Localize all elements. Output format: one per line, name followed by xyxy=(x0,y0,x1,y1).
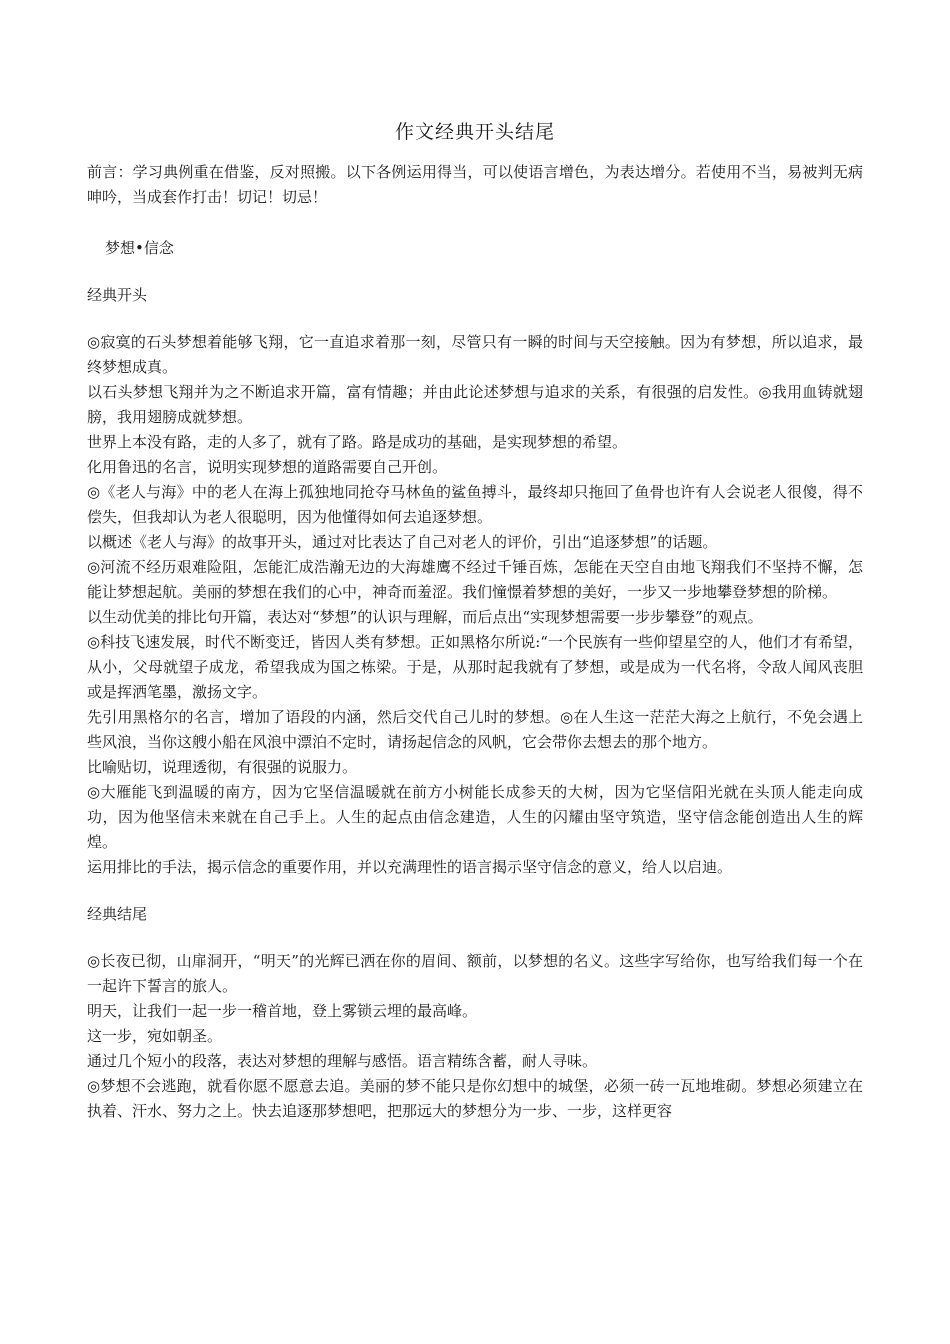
ending-paragraph: 通过几个短小的段落，表达对梦想的理解与感悟。语言精练含蓄，耐人寻味。 xyxy=(87,1052,598,1070)
opening-paragraph: 世界上本没有路，走的人多了，就有了路。路是成功的基础，是实现梦想的希望。 xyxy=(87,433,628,451)
opening-heading: 经典开头 xyxy=(87,286,148,304)
opening-paragraph: 比喻贴切，说理透彻，有很强的说服力。 xyxy=(87,758,358,776)
opening-section xyxy=(87,330,863,880)
opening-paragraph: ◎河流不经历艰难险阻，怎能汇成浩瀚无边的大海雄鹰不经过千锤百炼，怎能在天空自由地飞翔我们不坚持不懈，怎能让梦想起航。美丽的梦想在我们的心中，神奇而羞涩。我们憧憬着梦想的美好，一步又一步地攀登梦想的阶梯。 xyxy=(87,558,863,601)
opening-paragraph: 以石头梦想飞翔并为之不断追求开篇，富有情趣；并由此论述梦想与追求的关系，有很强的启发性。◎我用血铸就翅膀，我用翅膀成就梦想。 xyxy=(87,383,863,426)
ending-paragraph: ◎长夜已彻，山扉洞开，“明天”的光辉已洒在你的眉间、额前，以梦想的名义。这些字写给你，也写给我们每一个在一起许下誓言的旅人。 xyxy=(87,952,863,995)
ending-paragraph: 明天，让我们一起一步一稽首地，登上雾锁云埋的最高峰。 xyxy=(87,1002,478,1020)
document-body xyxy=(87,160,863,1124)
opening-paragraph: 以生动优美的排比句开篇，表达对“梦想”的认识与理解，而后点出“实现梦想需要一步步攀登”的观点。 xyxy=(87,608,763,626)
opening-paragraph: ◎《老人与海》中的老人在海上孤独地同抢夺马林鱼的鲨鱼搏斗，最终却只拖回了鱼骨也许有人会说老人很傻，得不偿失，但我却认为老人很聪明，因为他懂得如何去追逐梦想。 xyxy=(87,483,863,526)
ending-section xyxy=(87,949,863,1124)
document-title: 作文经典开头结尾 xyxy=(394,121,555,143)
opening-paragraph: ◎大雁能飞到温暖的南方，因为它坚信温暖就在前方小树能长成参天的大树，因为它坚信阳光就在头顶人能走向成功，因为他坚信未来就在自己手上。人生的起点由信念建造，人生的闪耀由坚守筑造，坚守信念能创造出人生的辉煌。 xyxy=(87,783,863,851)
ending-paragraph: ◎梦想不会逃跑，就看你愿不愿意去追。美丽的梦不能只是你幻想中的城堡，必须一砖一瓦地堆砌。梦想必须建立在执着、汗水、努力之上。快去追逐那梦想吧，把那远大的梦想分为一步、一步，这样更容 xyxy=(87,1077,863,1120)
opening-paragraph: 以概述《老人与海》的故事开头，通过对比表达了自己对老人的评价，引出“追逐梦想”的话题。 xyxy=(87,533,718,551)
preface-paragraph: 前言：学习典例重在借鉴，反对照搬。以下各例运用得当，可以使语言增色，为表达增分。若使用不当，易被判无病呻吟，当成套作打击！切记！切忌！ xyxy=(87,163,863,206)
opening-paragraph: 化用鲁迅的名言，说明实现梦想的道路需要自己开创。 xyxy=(87,458,448,476)
opening-paragraph: 先引用黑格尔的名言，增加了语段的内涵，然后交代自己儿时的梦想。◎在人生这一茫茫大海之上航行，不免会遇上些风浪，当你这艘小船在风浪中漂泊不定时，请扬起信念的风帆，它会带你去想去的那个地方。 xyxy=(87,708,863,751)
opening-paragraph: 运用排比的手法，揭示信念的重要作用，并以充满理性的语言揭示坚守信念的意义，给人以启迪。 xyxy=(87,858,733,876)
topic-heading: 梦想•信念 xyxy=(105,239,174,257)
ending-paragraph: 这一步，宛如朝圣。 xyxy=(87,1027,223,1045)
opening-paragraph: ◎科技飞速发展，时代不断变迁，皆因人类有梦想。正如黑格尔所说:“一个民族有一些仰望星空的人，他们才有希望，从小，父母就望子成龙，希望我成为国之栋梁。于是，从那时起我就有了梦想，或是成为一代名将，令敌人闻风丧胆或是挥洒笔墨，激扬文字。 xyxy=(87,633,863,701)
ending-heading: 经典结尾 xyxy=(87,905,148,923)
opening-paragraph: ◎寂寞的石头梦想着能够飞翔，它一直追求着那一刻，尽管只有一瞬的时间与天空接触。因为有梦想，所以追求，最终梦想成真。 xyxy=(87,333,863,376)
